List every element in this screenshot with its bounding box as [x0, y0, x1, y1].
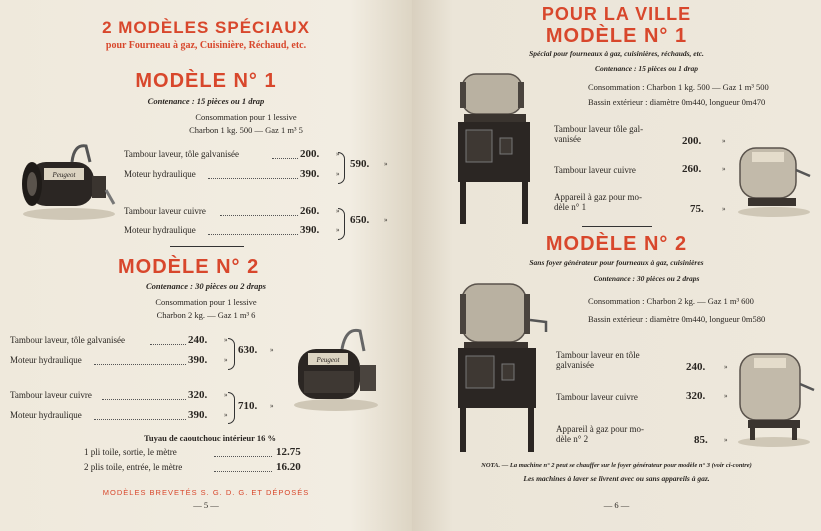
- page-number-right: — 6 —: [603, 500, 630, 510]
- model2-total-2: 710.: [238, 400, 258, 412]
- model2-consumption-2: Charbon 2 kg. — Gaz 1 m³ 6: [156, 310, 256, 320]
- model2-consumption-1: Consommation pour 1 lessive: [155, 297, 257, 307]
- right-price-row: Tambour laveur cuivre: [554, 165, 636, 175]
- model1-capacity: Contenance : 15 pièces ou 1 drap: [147, 96, 265, 106]
- page-number-left: — 5 —: [193, 500, 219, 510]
- small-washer-illustration-1: [734, 140, 814, 218]
- right-model1-consumption: Consommation : Charbon 1 kg. 500 — Gaz 1 m³ 500: [588, 82, 769, 92]
- right-model2-consumption: Consommation : Charbon 2 kg. — Gaz 1 m³ 600: [588, 296, 754, 306]
- stove-washer-illustration-1: [454, 70, 540, 226]
- right-price-row: Appareil à gaz pour mo- dèle n° 1: [554, 192, 642, 212]
- model1-title: MODÈLE N° 1: [135, 70, 277, 92]
- price-row: 1 pli toile, sortie, le mètre 12.75: [84, 446, 301, 458]
- right-header: POUR LA VILLE: [541, 4, 692, 24]
- right-price-row: Tambour laveur en tôle galvanisée: [556, 350, 640, 370]
- price-row: Moteur hydraulique 390. »: [10, 409, 228, 421]
- right-model1-title: MODÈLE N° 1: [545, 25, 688, 47]
- model2-total-1: 630.: [238, 344, 258, 356]
- price-row: Moteur hydraulique 390. »: [124, 168, 340, 180]
- washing-machine-illustration-1: [14, 140, 116, 222]
- nota-line-1: NOTA. — La machine n° 2 peut se chauffer sur le foyer générateur pour modèle n° 3 (voir ci-contre): [481, 462, 752, 469]
- right-model1-subtitle: Spécial pour fourneaux à gaz, cuisinières, réchauds, etc.: [529, 49, 704, 58]
- washing-machine-illustration-2: [290, 325, 384, 413]
- brace: [228, 338, 235, 370]
- model2-title: MODÈLE N° 2: [118, 256, 260, 278]
- right-page: POUR LA VILLE MODÈLE N° 1 Spécial pour fourneaux à gaz, cuisinières, réchauds, etc. Contenance : 15 pièces ou 1 drap Consommation : Charbon 1 kg. 500 — Gaz 1 m³ 500 Bassin extérieur : diamètre 0m440, longueur 0m470 Tambour laveur tôle gal- vanisée 200. » Tambour laveur cuivre 260. » Appareil à gaz pour mo- dèle n° 1 75. » MODÈLE N° 2 Sans foyer générateur pour fourneaux à gaz, cuisinières Contenance : 30 pièces ou 2 draps Consommation : Charbon 2 kg. — Gaz 1 m³ 600 Bassin extérieur : diamètre 0m440, longueur 0m580 Tambour laveur en tôle galvanisée 240. » Tambour laveur cuivre 320. » Appareil à gaz pour mo- dèle n° 2 85. » NOTA. — La machine n° 2 peut se chauffer sur le foyer générateur pour modèle n° 3 (voir ci-contre) Les machines à laver se livrent avec ou sans appareils à gaz. — 6 —: [412, 0, 821, 531]
- stove-washer-illustration-2: [454, 280, 554, 456]
- brace: [338, 208, 345, 240]
- right-price-row: Tambour laveur cuivre: [556, 392, 638, 402]
- right-model2-subtitle: Sans foyer générateur pour fourneaux à gaz, cuisinières: [529, 258, 704, 267]
- price-row: Tambour laveur cuivre 260. »: [124, 205, 340, 217]
- right-model1-basin: Bassin extérieur : diamètre 0m440, longueur 0m470: [588, 97, 766, 107]
- price-row: Moteur hydraulique 390. »: [124, 224, 340, 236]
- brace: [228, 392, 235, 424]
- price-row: Tambour laveur cuivre 320. »: [10, 389, 228, 401]
- model2-capacity: Contenance : 30 pièces ou 2 draps: [146, 281, 266, 291]
- small-washer-illustration-2: [734, 348, 816, 448]
- right-price-row: Appareil à gaz pour mo- dèle n° 2: [556, 424, 644, 444]
- brand-label-1: Peugeot: [52, 171, 76, 179]
- right-model2-title: MODÈLE N° 2: [545, 233, 688, 255]
- right-model2-basin: Bassin extérieur : diamètre 0m440, longueur 0m580: [588, 314, 766, 324]
- brace: [338, 152, 345, 184]
- left-subheader: pour Fourneau à gaz, Cuisinière, Réchaud, etc.: [105, 40, 307, 51]
- left-page: 2 MODÈLES SPÉCIAUX pour Fourneau à gaz, Cuisinière, Réchaud, etc. MODÈLE N° 1 Contenance : 15 pièces ou 1 drap Consommation pour 1 lessive Charbon 1 kg. 500 — Gaz 1 m³ 5 Peugeot Tambour laveur, tôle galvanisée 200. » Moteur hydraulique 390. » 590. » Tambour laveur cuivre 260. » Moteur hydraulique 390. » 650. » MODÈLE N° 2 Contenance : 30 pièces ou 2 draps Consommation pour 1 lessive Charbon 2 kg. — Gaz 1 m³ 6 Tambour laveur, tôle galvanisée 240. » Moteur hydraulique 390. » 630. » Tambour laveur cuivre 320. » Moteur hydraulique 390. » 710. » Peugeot Tuyau de caoutchouc intérieur 16 % 1 pli toile, sortie, le mètre 12.75 2 plis toile, entrée, le mètre 16.20 MODÈLES BREVETÉS S. G. D. G. ET DÉPOSÉS — 5 —: [0, 0, 412, 531]
- patent-footer: MODÈLES BREVETÉS S. G. D. G. ET DÉPOSÉS: [102, 488, 310, 497]
- left-header: 2 MODÈLES SPÉCIAUX: [102, 18, 310, 37]
- price-row: Moteur hydraulique 390. »: [10, 354, 228, 366]
- price-row: 2 plis toile, entrée, le mètre 16.20: [84, 461, 301, 473]
- divider: [170, 246, 244, 247]
- nota-line-2: Les machines à laver se livrent avec ou sans appareils à gaz.: [523, 474, 710, 483]
- right-price-row: Tambour laveur tôle gal- vanisée: [554, 124, 644, 144]
- price-row: Tambour laveur, tôle galvanisée 240. »: [10, 334, 228, 346]
- right-model1-capacity: Contenance : 15 pièces ou 1 drap: [595, 64, 698, 73]
- model1-total-2: 650.: [350, 214, 370, 226]
- hose-title: Tuyau de caoutchouc intérieur 16 %: [144, 433, 276, 443]
- divider: [582, 226, 652, 227]
- brand-label-2: Peugeot: [316, 356, 340, 364]
- model1-total-1: 590.: [350, 158, 370, 170]
- right-model2-capacity: Contenance : 30 pièces ou 2 draps: [593, 274, 700, 283]
- model1-consumption-2: Charbon 1 kg. 500 — Gaz 1 m³ 5: [189, 125, 303, 135]
- model1-consumption-1: Consommation pour 1 lessive: [195, 112, 297, 122]
- price-row: Tambour laveur, tôle galvanisée 200. »: [124, 148, 340, 160]
